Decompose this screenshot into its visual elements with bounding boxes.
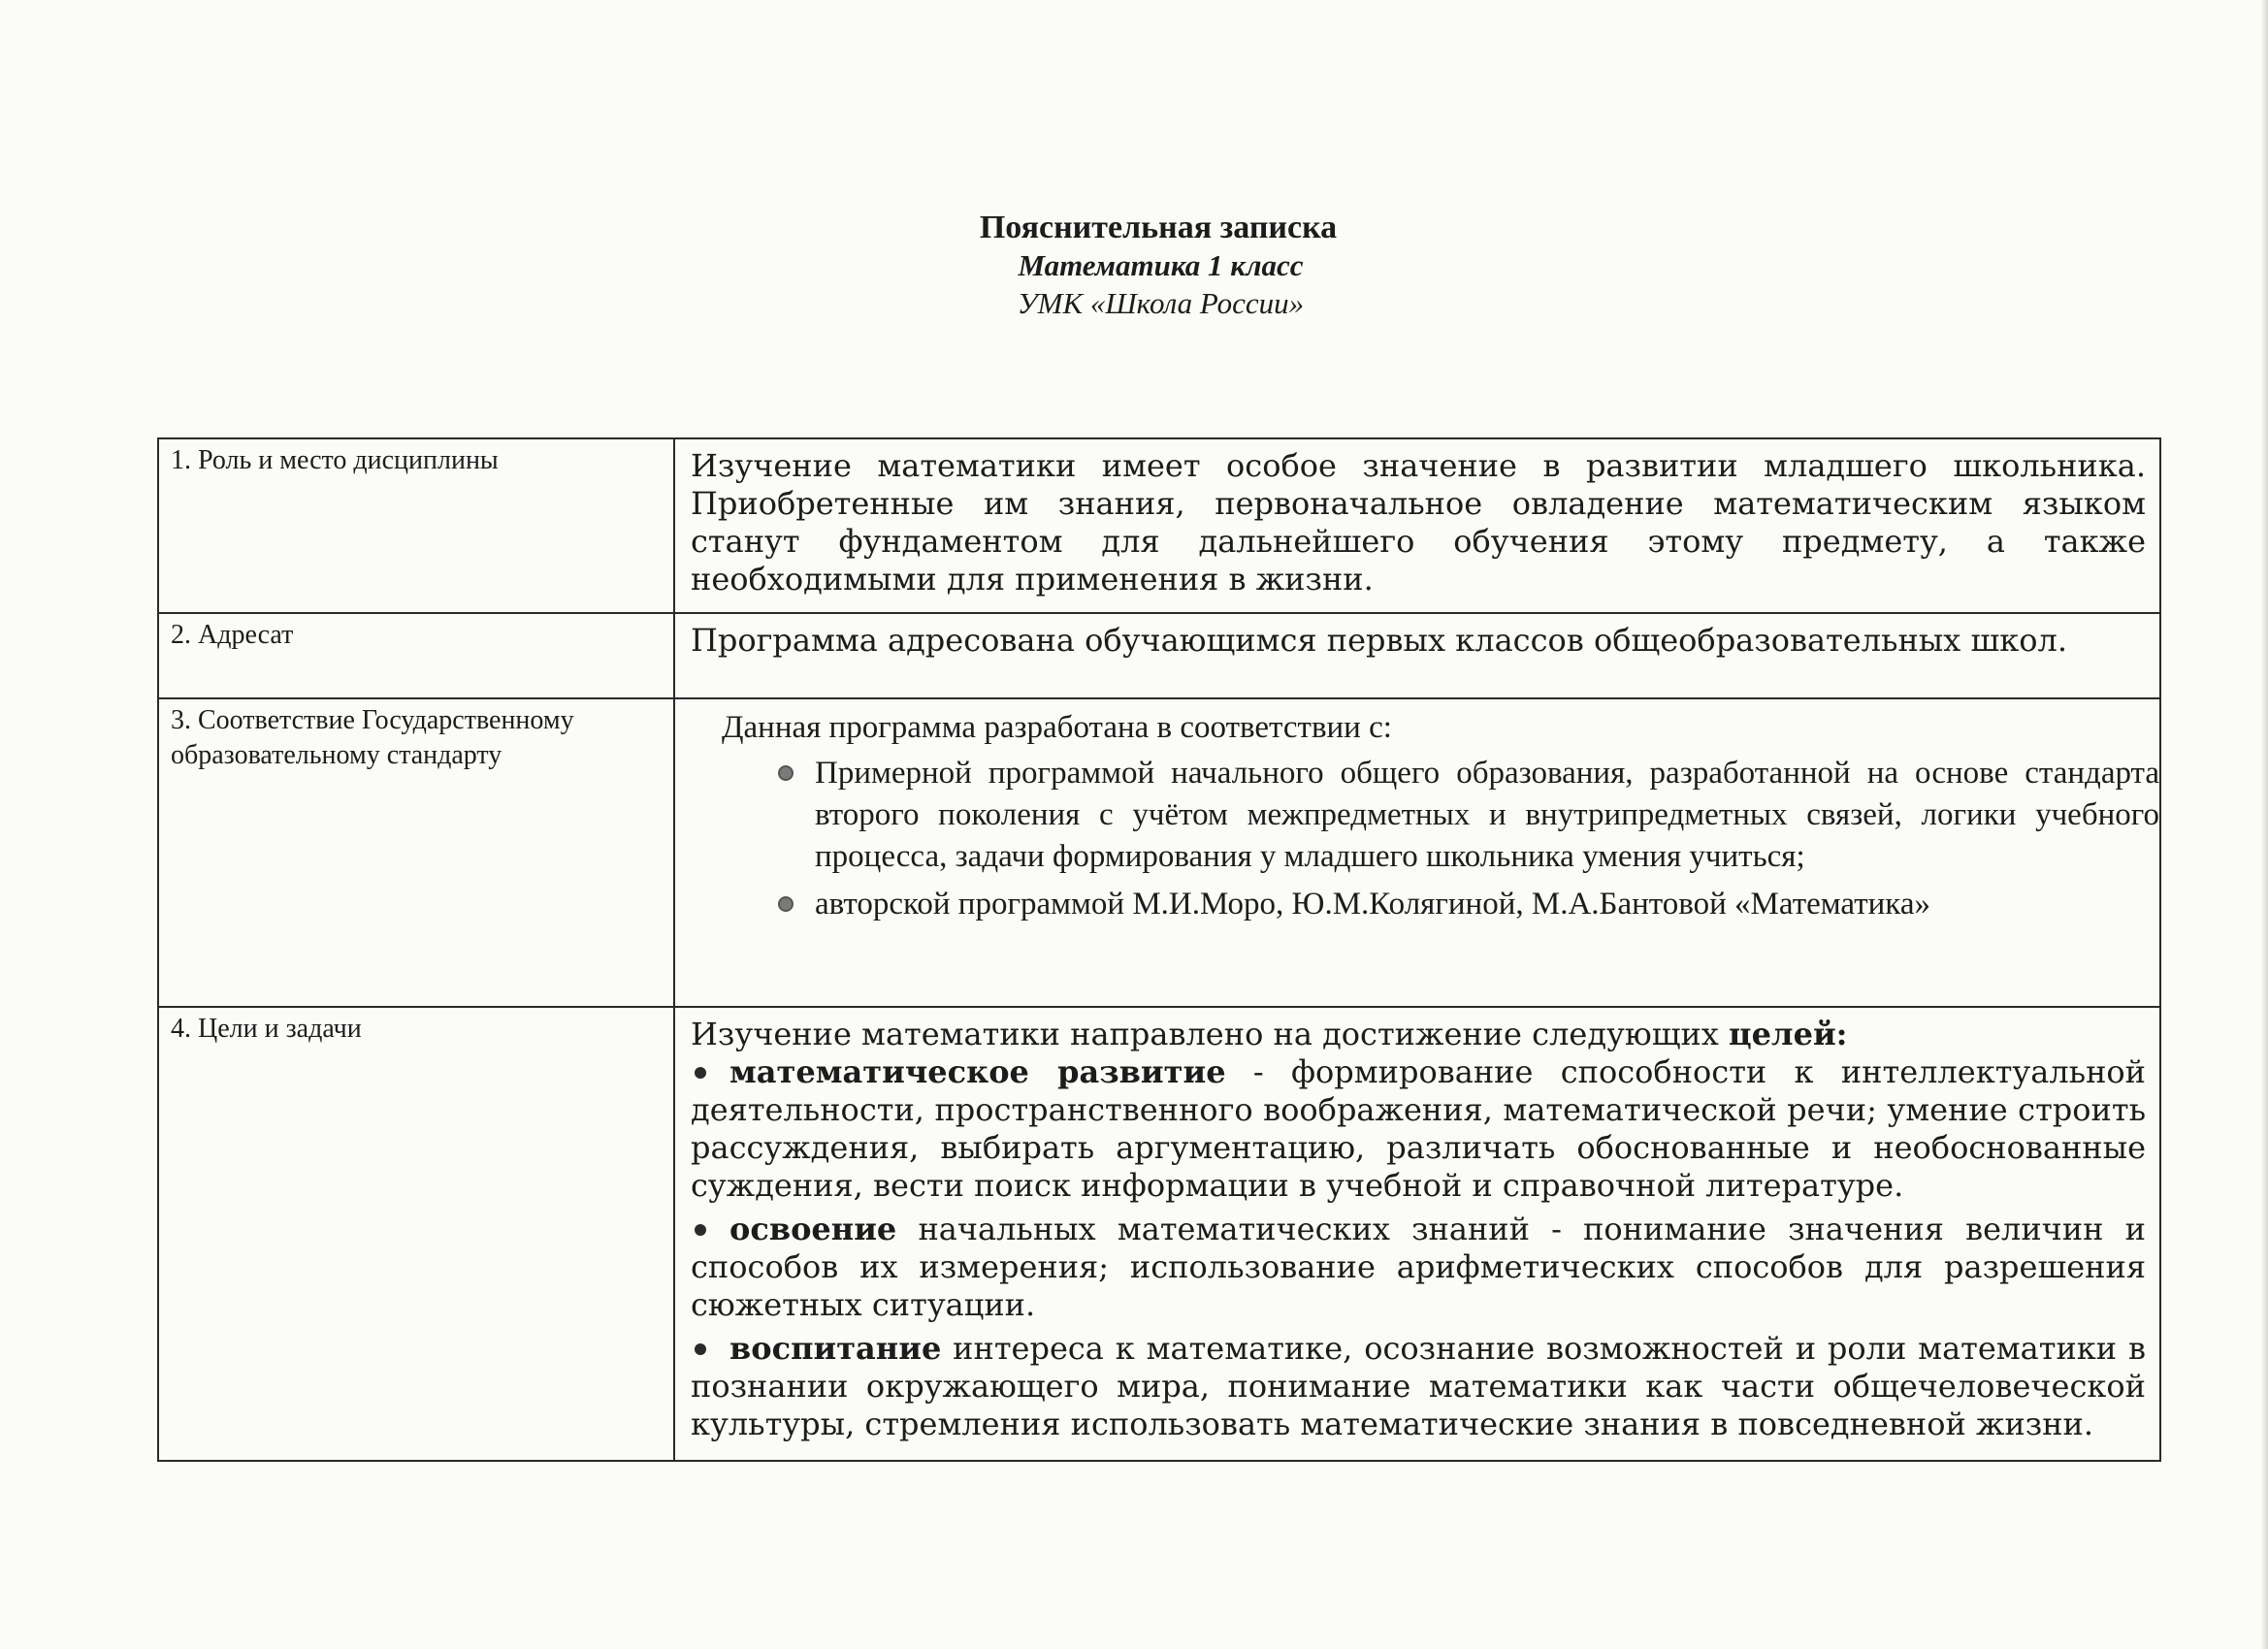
list-item-text: Примерной программой начального общего образования, разработанной на основе стандарта второго поколения с учётом межпредметных и внутрипредметных связей, логики учебного процесса, задачи формирования у младшего школьника умения учиться; [815, 756, 2159, 874]
row-content-cell [674, 438, 2160, 613]
row-label-cell [158, 438, 674, 613]
list-item-text: авторской программой М.И.Моро, Ю.М.Колягиной, М.А.Бантовой «Математика» [815, 887, 1930, 922]
table-row [158, 1007, 2160, 1461]
goal-item [691, 1330, 2146, 1443]
goals-intro-text: Изучение математики направлено на достижение следующих [691, 1016, 1719, 1052]
row-label-cell [158, 1007, 674, 1461]
row-label: 2. Адресат [171, 620, 294, 650]
bullet-icon [695, 1067, 706, 1079]
table-row [158, 613, 2160, 698]
table-row [158, 698, 2160, 1007]
bullet-icon [778, 765, 794, 781]
bullet-icon [695, 1343, 706, 1355]
goals-intro-bold: целей: [1729, 1016, 1848, 1052]
row-content-cell [674, 613, 2160, 698]
goals-block [675, 1008, 2159, 1453]
row-content: Программа адресована обучающимся первых классов общеобразовательных школ. [691, 622, 2067, 659]
bullet-icon [695, 1224, 706, 1236]
document-title: Пояснительная записка [979, 210, 1338, 245]
document-header [0, 209, 2268, 323]
goal-item [691, 1211, 2146, 1324]
row-label: 3. Соответствие Государственному образовательному стандарту [171, 705, 574, 770]
document-umk: УМК «Школа России» [1017, 286, 1305, 320]
row-label: 1. Роль и место дисциплины [171, 445, 499, 475]
goal-text: начальных математических знаний - понимание значения величин и способов их измерения; использование арифметических способов для разрешения сюжетных ситуации. [691, 1211, 2146, 1323]
goal-text: - формирование способности к интеллектуальной деятельности, пространственного воображения, математической речи; умение строить рассуждения, выбирать аргументацию, различать обоснованные и необоснованные суждения, вести поиск информации в учебной и справочной литературе. [691, 1053, 2147, 1204]
goals-intro [691, 1016, 2146, 1053]
explanatory-note-table [157, 437, 2161, 1462]
list-item [778, 884, 2159, 925]
goal-title: математическое развитие [729, 1053, 1226, 1090]
list-item [778, 753, 2159, 878]
row-label-cell [158, 613, 674, 698]
goal-title: воспитание [729, 1330, 942, 1367]
table-row [158, 438, 2160, 613]
row-content-cell [674, 698, 2160, 1007]
document-subtitle: Математика 1 класс [1018, 248, 1304, 282]
goal-title: освоение [729, 1211, 897, 1247]
row-label: 4. Цели и задачи [171, 1014, 362, 1044]
standard-list [675, 753, 2159, 925]
standard-intro: Данная программа разработана в соответствии с: [722, 710, 1392, 745]
bullet-icon [778, 896, 794, 912]
row-label-cell [158, 698, 674, 1007]
goal-text: интереса к математике, осознание возможностей и роли математики в познании окружающего мира, понимание математики как части общечеловеческой культуры, стремления использовать математические знания в повседневной жизни. [691, 1330, 2146, 1442]
row-content-cell [674, 1007, 2160, 1461]
goal-item [691, 1053, 2146, 1205]
row-content: Изучение математики имеет особое значение в развитии младшего школьника. Приобретенные им знания, первоначальное овладение математическим языком станут фундаментом для дальнейшего обучения этому предмету, а также необходимыми для применения в жизни. [691, 447, 2146, 598]
